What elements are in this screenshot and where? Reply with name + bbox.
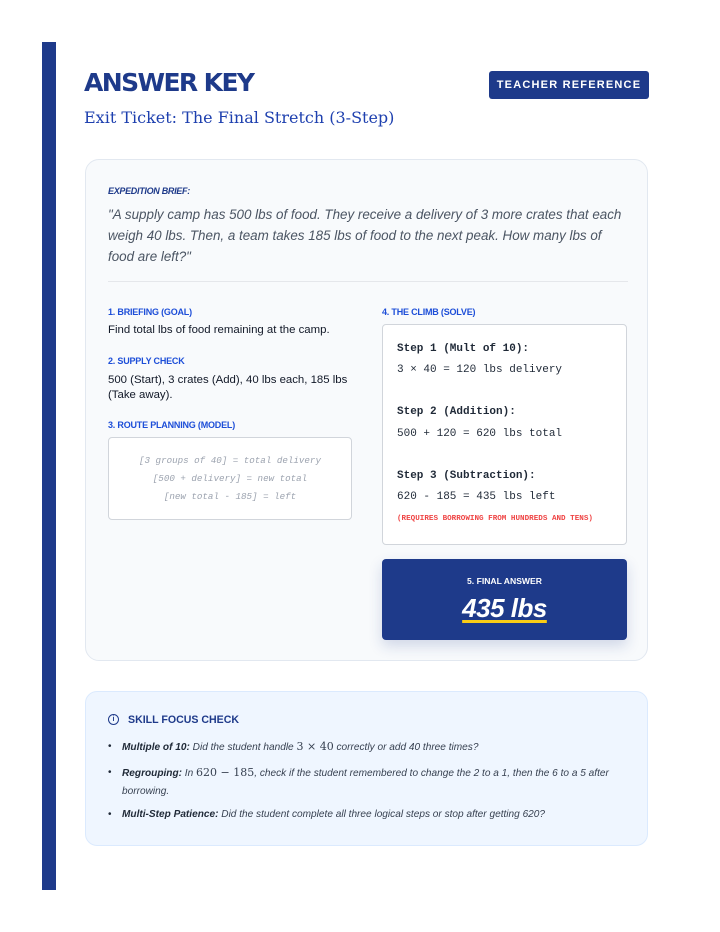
- skill-focus-title: SKILL FOCUS CHECK: [128, 714, 240, 726]
- bullet-dot: •: [108, 767, 112, 778]
- step-1-title: Step 1 (Mult of 10):: [397, 343, 530, 355]
- bullet-dot: •: [108, 741, 112, 752]
- briefing-text: Find total lbs of food remaining at the camp.: [108, 324, 330, 336]
- problem-card: [85, 159, 648, 661]
- briefing-label: 1. BRIEFING (GOAL): [108, 307, 192, 317]
- final-answer-label: 5. FINAL ANSWER: [467, 576, 542, 586]
- skill-item: [122, 806, 622, 824]
- final-answer-value-wrap: [382, 593, 627, 624]
- divider: [108, 281, 628, 282]
- step-2-title: Step 2 (Addition):: [397, 406, 516, 418]
- model-line: [new total - 185] = left: [163, 491, 297, 502]
- climb-label: 4. THE CLIMB (SOLVE): [382, 307, 476, 317]
- final-answer-value: 435 lbs: [462, 593, 547, 623]
- step-1-work: 3 × 40 = 120 lbs delivery: [397, 364, 563, 376]
- skill-item-text: Did the student handle: [189, 742, 297, 753]
- brief-label: EXPEDITION BRIEF:: [108, 186, 190, 196]
- supply-check-text: 500 (Start), 3 crates (Add), 40 lbs each, 185 lbs (Take away).: [108, 374, 348, 401]
- skill-focus-card: [85, 691, 648, 846]
- final-answer-box: [382, 559, 627, 640]
- skill-item-text: Did the student complete all three logical steps or stop after getting 620?: [218, 809, 546, 820]
- brief-text: "A supply camp has 500 lbs of food. They receive a delivery of 3 more crates that each weigh 40 lbs. Then, a team takes 185 lbs of food to the next peak. How many lbs of food are left?": [108, 207, 622, 264]
- skill-item: [122, 764, 622, 801]
- page-title: ANSWER KEY: [84, 68, 254, 97]
- borrowing-note: (REQUIRES BORROWING FROM HUNDREDS AND TENS): [397, 515, 593, 523]
- skill-item-math: 3 × 40: [296, 740, 334, 753]
- step-3-title: Step 3 (Subtraction):: [397, 470, 536, 482]
- model-box: [108, 437, 352, 520]
- info-icon: i: [108, 714, 119, 725]
- step-3-work: 620 - 185 = 435 lbs left: [397, 491, 556, 503]
- skill-item-text: In: [182, 768, 197, 779]
- skill-item-term: Multiple of 10:: [122, 742, 190, 753]
- solve-box: [382, 324, 627, 545]
- skill-item-text: , check if the student remembered to change the 2 to a 1, then the 6 to a 5 after borrowing.: [122, 768, 609, 797]
- step-2-work: 500 + 120 = 620 lbs total: [397, 428, 563, 440]
- skill-item-term: Multi-Step Patience:: [122, 809, 219, 820]
- page-subtitle: Exit Ticket: The Final Stretch (3-Step): [84, 108, 395, 127]
- skill-item-term: Regrouping:: [122, 768, 182, 779]
- route-planning-label: 3. ROUTE PLANNING (MODEL): [108, 420, 235, 430]
- skill-item-math: 620 − 185: [196, 766, 255, 779]
- skill-item-text: correctly or add 40 three times?: [333, 742, 479, 753]
- supply-check-label: 2. SUPPLY CHECK: [108, 356, 185, 366]
- teacher-reference-badge: TEACHER REFERENCE: [489, 71, 649, 99]
- bullet-dot: •: [108, 809, 112, 820]
- model-line: [3 groups of 40] = total delivery: [139, 455, 321, 466]
- model-line: [500 + delivery] = new total: [152, 473, 308, 484]
- skill-item: [122, 738, 622, 757]
- left-accent-bar: [42, 42, 56, 890]
